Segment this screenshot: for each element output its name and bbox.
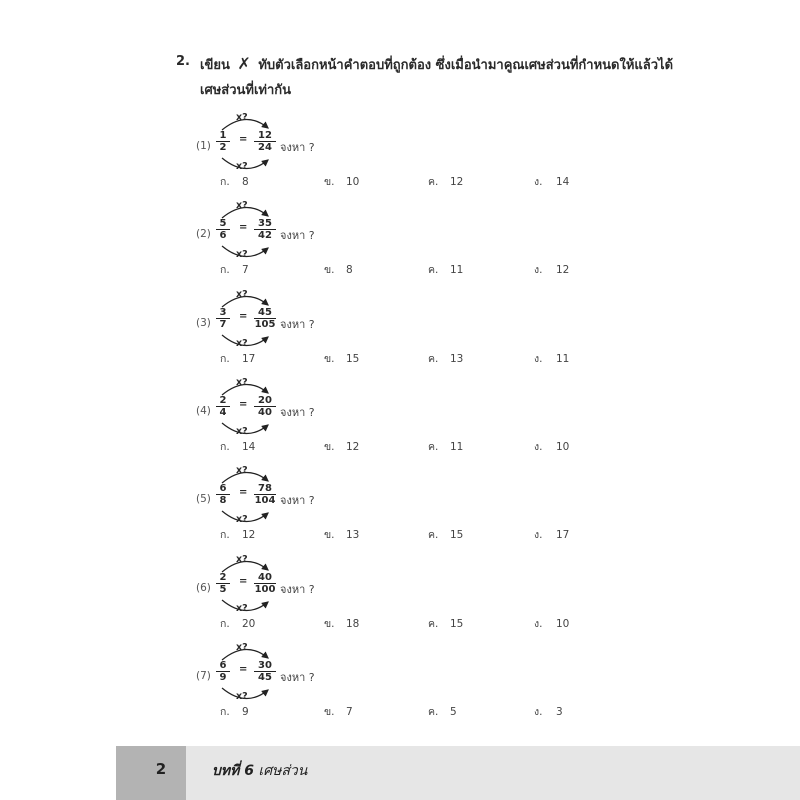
ask-text: จงหา ? [280,583,315,596]
ask-text: จงหา ? [280,494,315,507]
equivalent-denominator: 40 [258,407,272,418]
choice-value: 8 [346,264,353,276]
multiplier-bottom-label: x? [236,249,248,260]
equivalent-numerator: 78 [254,483,276,495]
choice-value: 8 [242,176,249,188]
choice-letter: ค. [428,176,439,188]
given-fraction [216,307,230,330]
choice-value: 15 [450,529,464,541]
given-fraction [216,218,230,241]
choice-letter: ค. [428,353,439,365]
choice-letter: ค. [428,264,439,276]
instruction-text-after: ทับตัวเลือกหน้าคำตอบที่ถูกต้อง ซึ่งเมื่อนำมาคูณเศษส่วนที่กำหนดให้แล้วได้ [258,58,674,73]
answer-choice[interactable] [324,526,359,543]
given-fraction [216,660,230,683]
choice-letter: ก. [220,529,230,541]
equivalent-numerator: 35 [254,218,276,230]
equals-sign: = [239,664,248,675]
ask-text: จงหา ? [280,318,315,331]
question-item [196,377,756,461]
answer-choice[interactable] [534,261,569,278]
answer-choice[interactable] [324,350,359,367]
choice-value: 18 [346,618,360,630]
given-denominator: 7 [219,319,227,330]
choice-value: 11 [450,441,464,453]
equivalent-fraction [254,307,276,330]
given-denominator: 9 [219,672,227,683]
choice-letter: ง. [534,176,543,188]
choice-letter: ค. [428,529,439,541]
item-number: (4) [196,405,211,417]
choice-value: 7 [242,264,249,276]
answer-choice[interactable] [220,261,249,278]
choice-value: 12 [556,264,570,276]
choice-value: 9 [242,706,249,718]
multiplier-top-label: x? [236,554,248,565]
fraction-multiplier-diagram [216,289,276,351]
given-denominator: 5 [219,584,227,595]
answer-choices [220,615,740,629]
choice-letter: ข. [324,706,335,718]
chapter-prefix: บทที่ 6 [212,763,254,779]
choice-letter: ก. [220,264,230,276]
question-item [196,642,756,726]
answer-choice[interactable] [428,526,463,543]
question-item [196,289,756,373]
question-item [196,112,756,196]
equivalent-fraction [254,572,276,595]
equivalent-fraction [254,395,276,418]
choice-value: 5 [450,706,457,718]
question-instruction-line1 [200,54,673,75]
given-fraction [216,395,230,418]
choice-value: 12 [346,441,360,453]
choice-letter: ก. [220,176,230,188]
answer-choice[interactable] [534,350,569,367]
given-numerator: 6 [216,660,230,672]
answer-choice[interactable] [534,703,563,720]
given-numerator: 2 [216,572,230,584]
item-number: (2) [196,228,211,240]
question-instruction-line2: เศษส่วนที่เท่ากัน [200,83,292,98]
choice-letter: ค. [428,618,439,630]
equivalent-denominator: 100 [254,584,276,595]
page-footer [116,746,800,800]
answer-choices [220,438,740,452]
question-item [196,200,756,284]
answer-choice[interactable] [324,261,353,278]
choice-letter: ข. [324,529,335,541]
question-item [196,465,756,549]
choice-letter: ง. [534,618,543,630]
choice-value: 20 [242,618,256,630]
item-number: (5) [196,493,211,505]
fraction-multiplier-diagram [216,377,276,439]
multiplier-top-label: x? [236,200,248,211]
given-numerator: 1 [216,130,230,142]
choice-letter: ก. [220,618,230,630]
given-fraction [216,572,230,595]
answer-choice[interactable] [534,615,569,632]
choice-value: 14 [556,176,570,188]
given-denominator: 4 [219,407,227,418]
equivalent-fraction [254,483,276,506]
equivalent-denominator: 105 [254,319,276,330]
choice-value: 7 [346,706,353,718]
given-denominator: 6 [219,230,227,241]
choice-value: 17 [556,529,570,541]
given-numerator: 3 [216,307,230,319]
equals-sign: = [239,134,248,145]
choice-value: 11 [556,353,570,365]
given-fraction [216,483,230,506]
item-number: (1) [196,140,211,152]
multiplier-top-label: x? [236,289,248,300]
multiplier-bottom-label: x? [236,603,248,614]
choice-letter: ข. [324,264,335,276]
choice-letter: ง. [534,706,543,718]
choice-value: 10 [346,176,360,188]
answer-choice[interactable] [428,615,463,632]
choice-value: 14 [242,441,256,453]
given-denominator: 8 [219,495,227,506]
equivalent-numerator: 30 [254,660,276,672]
choice-letter: ก. [220,441,230,453]
answer-choices [220,261,740,275]
answer-choices [220,173,740,187]
equivalent-numerator: 45 [254,307,276,319]
choice-value: 3 [556,706,563,718]
choice-letter: ข. [324,441,335,453]
fraction-multiplier-diagram [216,465,276,527]
choice-value: 17 [242,353,256,365]
fraction-multiplier-diagram [216,554,276,616]
equivalent-fraction [254,218,276,241]
equivalent-fraction [254,130,276,153]
question-item [196,554,756,638]
equivalent-denominator: 42 [258,230,272,241]
multiplier-top-label: x? [236,465,248,476]
answer-choice[interactable] [324,615,359,632]
answer-choice[interactable] [220,173,249,190]
equivalent-numerator: 12 [254,130,276,142]
choice-letter: ง. [534,441,543,453]
answer-choice[interactable] [324,173,359,190]
answer-choice[interactable] [428,703,457,720]
choice-value: 10 [556,618,570,630]
chapter-title [212,760,307,782]
ask-text: จงหา ? [280,406,315,419]
answer-choices [220,703,740,717]
equivalent-denominator: 45 [258,672,272,683]
multiplier-top-label: x? [236,112,248,123]
equivalent-fraction [254,660,276,683]
multiplier-top-label: x? [236,377,248,388]
equivalent-numerator: 20 [254,395,276,407]
choice-value: 12 [450,176,464,188]
answer-choice[interactable] [324,703,353,720]
multiplier-bottom-label: x? [236,161,248,172]
answer-choice[interactable] [220,703,249,720]
given-numerator: 5 [216,218,230,230]
equals-sign: = [239,311,248,322]
equivalent-numerator: 40 [254,572,276,584]
answer-choice[interactable] [324,438,359,455]
fraction-multiplier-diagram [216,642,276,704]
answer-choice[interactable] [220,438,255,455]
equivalent-denominator: 104 [254,495,276,506]
chapter-name: เศษส่วน [258,763,308,779]
choice-letter: ค. [428,441,439,453]
choice-letter: ข. [324,618,335,630]
item-number: (3) [196,317,211,329]
answer-choice[interactable] [220,615,255,632]
choice-letter: ข. [324,353,335,365]
ask-text: จงหา ? [280,671,315,684]
choice-value: 13 [450,353,464,365]
instruction-text-before: เขียน [200,58,230,73]
choice-letter: ง. [534,264,543,276]
choice-value: 15 [346,353,360,365]
answer-choices [220,526,740,540]
ask-text: จงหา ? [280,229,315,242]
cross-mark-icon: ✗ [237,54,251,73]
multiplier-top-label: x? [236,642,248,653]
equals-sign: = [239,576,248,587]
equals-sign: = [239,399,248,410]
equals-sign: = [239,222,248,233]
equivalent-denominator: 24 [258,142,272,153]
page-number: 2 [155,760,167,778]
fraction-multiplier-diagram [216,200,276,262]
multiplier-bottom-label: x? [236,691,248,702]
answer-choice[interactable] [220,526,255,543]
choice-letter: ง. [534,529,543,541]
given-numerator: 2 [216,395,230,407]
choice-value: 15 [450,618,464,630]
answer-choice[interactable] [534,438,569,455]
answer-choice[interactable] [428,438,463,455]
item-number: (7) [196,670,211,682]
given-numerator: 6 [216,483,230,495]
choice-letter: ก. [220,353,230,365]
ask-text: จงหา ? [280,141,315,154]
given-fraction [216,130,230,153]
choice-value: 11 [450,264,464,276]
answer-choice[interactable] [428,261,463,278]
answer-choices [220,350,740,364]
multiplier-bottom-label: x? [236,338,248,349]
multiplier-bottom-label: x? [236,514,248,525]
choice-value: 12 [242,529,256,541]
choice-letter: ค. [428,706,439,718]
choice-letter: ข. [324,176,335,188]
answer-choice[interactable] [220,350,255,367]
choice-value: 13 [346,529,360,541]
given-denominator: 2 [219,142,227,153]
question-number: 2. [176,54,190,69]
multiplier-bottom-label: x? [236,426,248,437]
answer-choice[interactable] [428,350,463,367]
answer-choice[interactable] [534,526,569,543]
choice-value: 10 [556,441,570,453]
fraction-multiplier-diagram [216,112,276,174]
answer-choice[interactable] [534,173,569,190]
choice-letter: ก. [220,706,230,718]
choice-letter: ง. [534,353,543,365]
equals-sign: = [239,487,248,498]
item-number: (6) [196,582,211,594]
answer-choice[interactable] [428,173,463,190]
